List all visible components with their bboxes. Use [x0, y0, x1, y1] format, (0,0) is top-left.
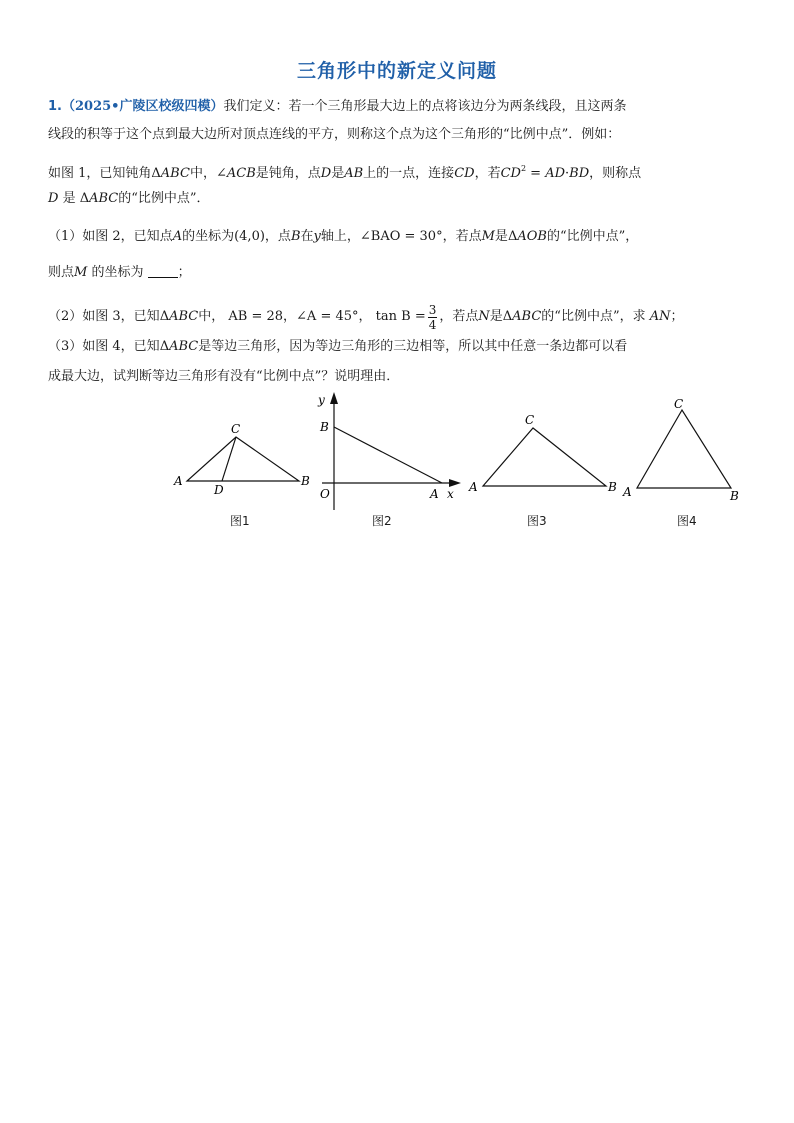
- figure-1: [173, 422, 310, 497]
- svg-text:D: D: [214, 483, 224, 497]
- svg-text:B: B: [301, 474, 310, 488]
- problem-intro-line2: 线段的积等于这个点到最大边所对顶点连线的平方，则称这个点为这个三角形的“比例中点”．例如：: [48, 127, 621, 142]
- figure-1-caption: 图1: [230, 514, 250, 528]
- answer-blank[interactable]: [148, 265, 178, 278]
- figures-svg: [0, 390, 794, 530]
- svg-text:B: B: [320, 420, 329, 434]
- problem-number: 1.: [48, 99, 62, 114]
- question-1-line1: （1）如图 2，已知点A的坐标为(4,0)，点B在y轴上，∠BAO = 30°，若点M是ΔAOB的“比例中点”，: [48, 229, 639, 244]
- figures: [0, 390, 794, 530]
- svg-text:A: A: [623, 485, 632, 499]
- figure-2-caption: 图2: [372, 514, 392, 528]
- svg-text:x: x: [447, 487, 454, 501]
- svg-text:C: C: [525, 413, 535, 427]
- svg-text:C: C: [674, 397, 684, 411]
- figure-4-caption: 图4: [677, 514, 697, 528]
- question-1-line2: 则点M 的坐标为 ；: [48, 265, 191, 280]
- svg-text:B: B: [730, 489, 739, 503]
- svg-text:B: B: [608, 480, 617, 494]
- question-2: （2）如图 3，已知 ΔABC 中， AB = 28 ， ∠A = 45° ， tan B = $\frac{3}{4}$ ，若点 N 是 ΔABC 的“比例中点”，求 AN ；: [48, 302, 684, 332]
- svg-text:A: A: [430, 487, 439, 501]
- figure-2: [317, 392, 461, 510]
- problem-intro-line3: 如图 1，已知钝角ΔABC中，∠ACB是钝角，点D是AB上的一点，连接CD，若$CD^2 = AD\cdot BD$，则称点: [48, 164, 642, 181]
- figure-4: [622, 397, 739, 503]
- figure-3-caption: 图3: [527, 514, 547, 528]
- svg-text:y: y: [318, 393, 325, 407]
- figure-3: [468, 413, 617, 494]
- svg-text:O: O: [320, 487, 330, 501]
- svg-text:C: C: [231, 422, 241, 436]
- problem-source: （2025•广陵区校级四模）: [61, 99, 224, 114]
- question-3-line1: （3）如图 4，已知ΔABC是等边三角形，因为等边三角形的三边相等，所以其中任意一条边都可以看: [48, 339, 628, 354]
- problem-intro-line4: D 是 ΔABC的“比例中点”．: [48, 191, 210, 206]
- svg-text:A: A: [469, 480, 478, 494]
- fraction-3-4: $\frac{3}{4}$: [428, 302, 437, 332]
- question-3-line2: 成最大边，试判断等边三角形有没有“比例中点”？说明理由．: [48, 369, 400, 384]
- problem-intro-line1: 1.（2025•广陵区校级四模）我们定义：若一个三角形最大边上的点将该边分为两条线段，且这两条: [48, 99, 627, 114]
- svg-text:A: A: [174, 474, 183, 488]
- page-title: 三角形中的新定义问题: [296, 60, 497, 82]
